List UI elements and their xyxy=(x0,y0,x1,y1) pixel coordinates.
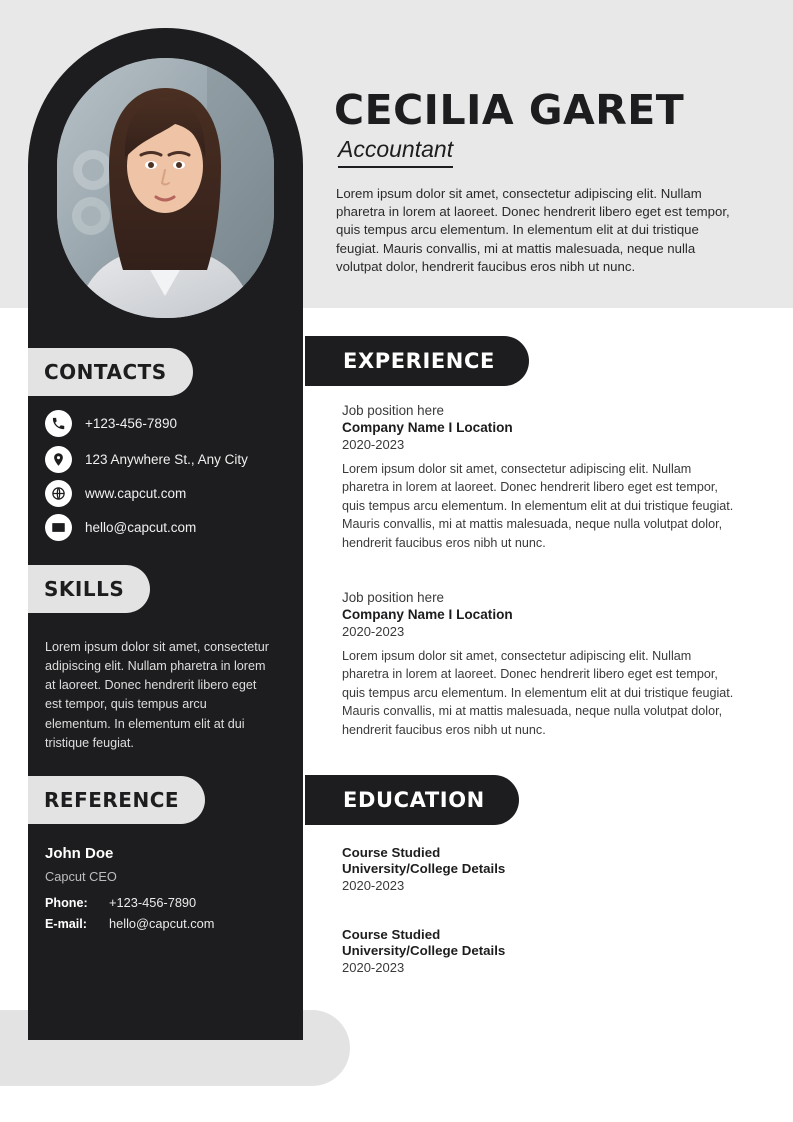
contacts-title: CONTACTS xyxy=(44,360,167,384)
page-title: CECILIA GARET xyxy=(334,86,685,134)
education-school: University/College Details xyxy=(342,861,506,876)
skills-title: SKILLS xyxy=(44,577,125,601)
envelope-icon xyxy=(45,514,72,541)
contact-address: 123 Anywhere St., Any City xyxy=(85,452,248,467)
experience-description: Lorem ipsum dolor sit amet, consectetur adipiscing elit. Nullam pharetra in lorem at laoreet. Donec hendrerit libero eget est tempor, quis tempus arcu elementum. In elementum elit at dui tristique feugiat. Mauris convallis, mi at mattis malesuada, neque nulla volutpat dolor, hendrerit faucibus eros nibh ut nunc. xyxy=(342,649,734,737)
education-dates: 2020-2023 xyxy=(342,878,405,893)
reference-email-label: E-mail: xyxy=(45,917,87,931)
experience-title: EXPERIENCE xyxy=(343,349,495,373)
contact-email: hello@capcut.com xyxy=(85,520,197,535)
reference-phone-label: Phone: xyxy=(45,896,88,910)
experience-item xyxy=(342,590,734,739)
experience-company: Company Name I Location xyxy=(342,420,513,435)
job-role-wrap xyxy=(338,136,453,168)
profile-summary: Lorem ipsum dolor sit amet, consectetur adipiscing elit. Nullam pharetra in lorem at laoreet. Donec hendrerit libero eget est tempor, quis tempus arcu elementum. In elementum elit at dui tristique feugiat. Mauris convallis, mi at mattis malesuada, neque nulla volutpat dolor, hendrerit faucibus eros nibh ut nunc. xyxy=(336,186,730,274)
education-title: EDUCATION xyxy=(343,788,485,812)
contact-row-address[interactable] xyxy=(45,446,248,473)
education-item xyxy=(342,927,734,975)
reference-email-row xyxy=(45,916,214,931)
education-course: Course Studied xyxy=(342,927,441,942)
experience-dates: 2020-2023 xyxy=(342,437,405,452)
section-header-contacts xyxy=(28,348,193,396)
contact-phone: +123-456-7890 xyxy=(85,416,177,431)
globe-icon xyxy=(45,480,72,507)
experience-dates: 2020-2023 xyxy=(342,624,405,639)
phone-icon xyxy=(45,410,72,437)
section-header-reference xyxy=(28,776,205,824)
education-dates: 2020-2023 xyxy=(342,960,405,975)
portrait-photo xyxy=(57,58,274,318)
avatar xyxy=(57,58,274,318)
section-header-education xyxy=(305,775,519,825)
education-school: University/College Details xyxy=(342,943,506,958)
experience-company: Company Name I Location xyxy=(342,607,513,622)
experience-item xyxy=(342,403,734,552)
skills-body: Lorem ipsum dolor sit amet, consectetur adipiscing elit. Nullam pharetra in lorem at laoreet. Donec hendrerit libero eget est tempor, quis tempus arcu elementum. In elementum elit at dui tristique feugiat. xyxy=(45,640,269,750)
experience-position: Job position here xyxy=(342,590,444,605)
reference-title: REFERENCE xyxy=(44,788,180,812)
education-item xyxy=(342,845,734,893)
contact-row-website[interactable] xyxy=(45,480,186,507)
education-course: Course Studied xyxy=(342,845,441,860)
experience-description: Lorem ipsum dolor sit amet, consectetur adipiscing elit. Nullam pharetra in lorem at laoreet. Donec hendrerit libero eget est tempor, quis tempus arcu elementum. In elementum elit at dui tristique feugiat. Mauris convallis, mi at mattis malesuada, neque nulla volutpat dolor, hendrerit faucibus eros nibh ut nunc. xyxy=(342,462,734,550)
section-header-skills xyxy=(28,565,150,613)
reference-phone-value: +123-456-7890 xyxy=(109,895,197,910)
reference-role: Capcut CEO xyxy=(45,869,117,884)
section-header-experience xyxy=(305,336,529,386)
reference-name: John Doe xyxy=(45,845,114,862)
reference-email-value: hello@capcut.com xyxy=(109,916,215,931)
location-pin-icon xyxy=(45,446,72,473)
reference-phone-row xyxy=(45,895,196,910)
contact-website: www.capcut.com xyxy=(85,486,187,501)
contact-row-email[interactable] xyxy=(45,514,196,541)
job-role: Accountant xyxy=(338,136,453,168)
experience-position: Job position here xyxy=(342,403,444,418)
contact-row-phone[interactable] xyxy=(45,410,177,437)
